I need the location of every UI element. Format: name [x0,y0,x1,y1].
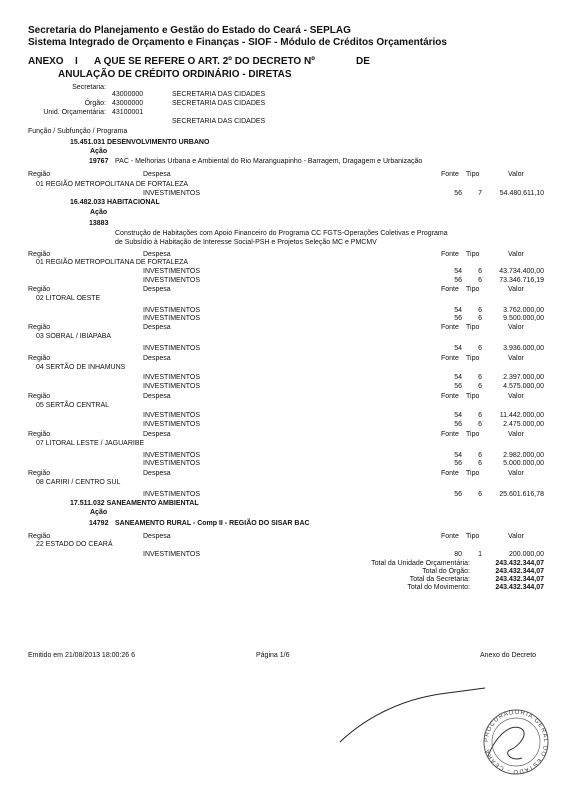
total-secretaria-value: 243.432.344,07 [495,576,544,583]
region-name: 08 CARIRI / CENTRO SUL [36,479,121,486]
region-name: 05 SERTÃO CENTRAL [36,402,110,409]
col-valor: Valor [508,355,524,362]
fonte-value: 54 [454,268,462,275]
acao-code: 13883 [89,220,109,227]
despesa-item: INVESTIMENTOS [143,190,201,197]
anexo-do-decreto: Anexo do Decreto [480,652,537,659]
valor-value: 3.936.000,00 [503,345,544,352]
total-orgao-label: Total do Órgão: [422,568,470,575]
tipo-value: 6 [478,374,482,381]
col-fonte: Fonte [441,324,459,331]
acao-label: Ação [90,148,108,155]
despesa-item: INVESTIMENTOS [143,374,201,381]
header-line-1: Secretaria do Planejamento e Gestão do Estado do Ceará - SEPLAG [28,25,351,36]
fonte-value: 56 [454,491,462,498]
col-despesa: Despesa [143,171,171,178]
subtitle: ANULAÇÃO DE CRÉDITO ORDINÁRIO - DIRETAS [58,69,292,80]
despesa-item: INVESTIMENTOS [143,315,201,322]
decree-de: DE [356,56,370,67]
valor-value: 200.000,00 [508,551,544,558]
fonte-value: 54 [454,452,462,459]
tipo-value: 6 [478,412,482,419]
secretaria-code: 43000000 [112,91,144,98]
col-tipo: Tipo [466,286,480,293]
valor-value: 2.982.000,00 [503,452,544,459]
acao-description-line-2: de Subsídio à Habitação de Interesse Social-PSH e Projetos Seleção MC e PMCMV [115,239,377,246]
stamp-text: PROCURADORIA GERAL DO ESTADO - CEARÁ [483,709,549,775]
annex-number: I [75,56,78,67]
official-stamp [484,710,548,774]
fonte-value: 56 [454,315,462,322]
col-despesa: Despesa [143,470,171,477]
signature-stroke [340,688,485,742]
col-tipo: Tipo [466,431,480,438]
fonte-value: 54 [454,412,462,419]
decree-reference: A QUE SE REFERE O ART. 2º DO DECRETO Nº [94,56,315,67]
col-tipo: Tipo [466,171,480,178]
acao-code: 14792 [89,520,109,527]
col-regiao: Região [28,470,51,477]
col-regiao: Região [28,431,51,438]
col-valor: Valor [508,324,524,331]
tipo-value: 6 [478,268,482,275]
col-despesa: Despesa [143,431,171,438]
fonte-value: 56 [454,277,462,284]
despesa-item: INVESTIMENTOS [143,551,201,558]
header-line-2: Sistema Integrado de Orçamento e Finanças - SIOF - Módulo de Créditos Orçamentários [28,37,447,48]
total-unidade-value: 243.432.344,07 [495,560,544,567]
annex-label: ANEXO [28,56,64,67]
acao-description: PAC - Melhorias Urbana e Ambiental do Rio Maranguapinho - Barragem, Dragagem e Urbanização [115,158,423,165]
tipo-value: 6 [478,421,482,428]
valor-value: 2.475.000,00 [503,421,544,428]
region-name: 01 REGIÃO METROPOLITANA DE FORTALEZA [36,181,189,188]
fonte-value: 80 [454,551,462,558]
col-regiao: Região [28,324,51,331]
secretaria-label: Secretaria: [72,84,106,91]
tipo-value: 6 [478,452,482,459]
unidade-code: 43100001 [112,109,144,116]
despesa-item: INVESTIMENTOS [143,277,201,284]
valor-value: 11.442.000,00 [499,412,544,419]
program-desenvolvimento-urbano: 15.451.031 DESENVOLVIMENTO URBANO [70,139,210,146]
col-tipo: Tipo [466,533,480,540]
tipo-value: 6 [478,315,482,322]
funcao-label: Função / Subfunção / Programa [28,128,128,135]
region-name: 04 SERTÃO DE INHAMUNS [36,364,126,371]
region-name: 01 REGIÃO METROPOLITANA DE FORTALEZA [36,259,189,266]
col-fonte: Fonte [441,171,459,178]
col-fonte: Fonte [441,355,459,362]
col-despesa: Despesa [143,393,171,400]
col-tipo: Tipo [466,470,480,477]
tipo-value: 7 [478,190,482,197]
col-fonte: Fonte [441,431,459,438]
valor-value: 3.762.000,00 [503,307,544,314]
col-regiao: Região [28,533,51,540]
col-tipo: Tipo [466,393,480,400]
col-despesa: Despesa [143,324,171,331]
col-fonte: Fonte [441,533,459,540]
col-valor: Valor [508,431,524,438]
despesa-item: INVESTIMENTOS [143,452,201,459]
program-saneamento-ambiental: 17.511.032 SANEAMENTO AMBIENTAL [70,500,199,507]
despesa-item: INVESTIMENTOS [143,345,201,352]
col-regiao: Região [28,251,51,258]
acao-label: Ação [90,209,108,216]
col-despesa: Despesa [143,251,171,258]
despesa-item: INVESTIMENTOS [143,421,201,428]
col-fonte: Fonte [441,393,459,400]
col-valor: Valor [508,286,524,293]
col-regiao: Região [28,393,51,400]
col-valor: Valor [508,251,524,258]
valor-value: 43.734.400,00 [499,268,544,275]
valor-value: 5.000.000,00 [503,460,544,467]
acao-label: Ação [90,509,108,516]
despesa-item: INVESTIMENTOS [143,383,201,390]
tipo-value: 6 [478,460,482,467]
acao-description: SANEAMENTO RURAL - Comp II - REGIÃO DO SISAR BAC [115,520,310,527]
region-name: 03 SOBRAL / IBIAPABA [36,333,112,340]
col-tipo: Tipo [466,251,480,258]
fonte-value: 56 [454,460,462,467]
col-despesa: Despesa [143,355,171,362]
region-name: 22 ESTADO DO CEARÁ [36,541,113,548]
orgao-code: 43000000 [112,100,144,107]
total-secretaria-label: Total da Secretaria: [409,576,470,583]
emitido-em: Emitido em 21/08/2013 18:00:26 6 [28,652,136,659]
col-despesa: Despesa [143,286,171,293]
valor-value: 2.397.000,00 [503,374,544,381]
fonte-value: 56 [454,190,462,197]
col-fonte: Fonte [441,251,459,258]
col-valor: Valor [508,470,524,477]
col-regiao: Região [28,171,51,178]
col-tipo: Tipo [466,355,480,362]
page-number: Página 1/6 [256,652,290,659]
despesa-item: INVESTIMENTOS [143,460,201,467]
col-valor: Valor [508,393,524,400]
unidade-name: SECRETARIA DAS CIDADES [172,118,266,125]
total-movimento-label: Total do Movimento: [407,584,470,591]
tipo-value: 6 [478,307,482,314]
orgao-name: SECRETARIA DAS CIDADES [172,100,266,107]
tipo-value: 6 [478,277,482,284]
acao-description-line-1: Construção de Habitações com Apoio Financeiro do Programa CC FGTS-Operações Coletivas e Programa [115,230,448,237]
total-movimento-value: 243.432.344,07 [495,584,544,591]
valor-value: 54.480.611,10 [499,190,544,197]
total-orgao-value: 243.432.344,07 [495,568,544,575]
fonte-value: 56 [454,421,462,428]
valor-value: 9.500.000,00 [503,315,544,322]
program-habitacional: 16.482.033 HABITACIONAL [70,199,160,206]
col-tipo: Tipo [466,324,480,331]
region-name: 02 LITORAL OESTE [36,295,101,302]
fonte-value: 54 [454,374,462,381]
tipo-value: 6 [478,383,482,390]
tipo-value: 1 [478,551,482,558]
col-regiao: Região [28,355,51,362]
total-unidade-label: Total da Unidade Orçamentária: [371,560,470,567]
despesa-item: INVESTIMENTOS [143,491,201,498]
despesa-item: INVESTIMENTOS [143,268,201,275]
valor-value: 73.346.716,19 [499,277,544,284]
orgao-label: Órgão: [84,100,106,107]
despesa-item: INVESTIMENTOS [143,412,201,419]
col-regiao: Região [28,286,51,293]
valor-value: 4.575.000,00 [503,383,544,390]
col-valor: Valor [508,171,524,178]
despesa-item: INVESTIMENTOS [143,307,201,314]
fonte-value: 54 [454,345,462,352]
col-fonte: Fonte [441,470,459,477]
fonte-value: 54 [454,307,462,314]
acao-code: 19767 [89,158,109,165]
col-fonte: Fonte [441,286,459,293]
unidade-label: Unid. Orçamentária: [43,109,106,116]
tipo-value: 6 [478,491,482,498]
col-valor: Valor [508,533,524,540]
col-despesa: Despesa [143,533,171,540]
fonte-value: 56 [454,383,462,390]
signature-flourish [488,727,524,759]
valor-value: 25.601.616,78 [499,491,544,498]
tipo-value: 6 [478,345,482,352]
secretaria-name: SECRETARIA DAS CIDADES [172,91,266,98]
region-name: 07 LITORAL LESTE / JAGUARIBE [36,440,145,447]
